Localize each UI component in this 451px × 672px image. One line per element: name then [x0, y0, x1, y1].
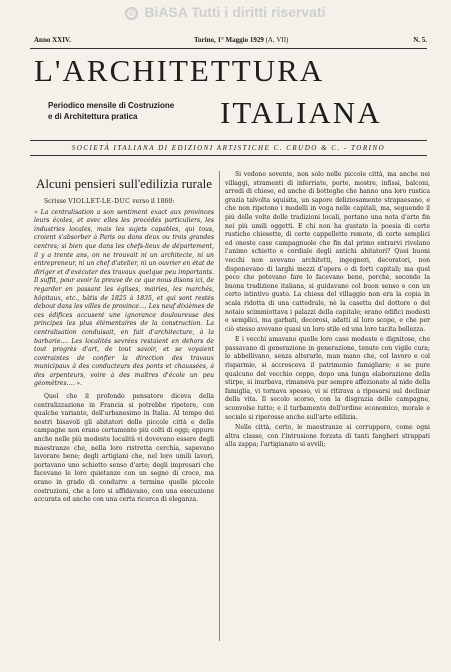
watermark	[0, 4, 451, 24]
publisher-line: SOCIETÀ ITALIANA DI EDIZIONI ARTISTICHE C. CRUDO & C. - TORINO	[30, 140, 427, 156]
article-title: Alcuni pensieri sull'edilizia rurale	[36, 176, 212, 191]
french-quote: « La centralisation a son sentiment exact aux provinces leurs écoles, et avec elles les procédés particuliers, les industries locales, mais les sujets capables, qui tous, croient s'absorber à Paris ou dans deux ou trois grandes centres; si bien que dans les chefs-lieux de département, il y a trente ans, on ne trouvait ni un architecte, ni un entrepreneur, ni un chef d'atelier, ni un ouvrier en état de diriger et d'exécuter des travaux quelque peu importants. Il suffit, pour avoir la preuve de ce que nous disons ici, de regarder en passant les églises, mairies, les marchés, hôpitaux, etc., bâtis de 1825 à 1835, et qui sont restés debout dans les villes de province.... Les neuf dixièmes de ces édifices accusent une ignorance douloureuse des principes les plus élémentaires de la construction. La centralisation conduisait, en fait d'architecture, à la barbarie.... Les localités sevrées restaient en dehors de tout progrès d'art, de tout savoir, et se voyaient contraintes de confier la direction des travaux municipaux à des conducteurs des ponts et chaussées, à des arpenteurs, voire à des maîtres d'école un peu géomètres.... ».	[34, 208, 214, 388]
intro-line: Scrisse VIOLLET-LE-DUC verso il 1860:	[44, 198, 175, 205]
left-column	[34, 176, 214, 505]
column-divider	[219, 171, 220, 641]
right-paragraph-1: Si vedono sovente, non solo nelle piccole città, ma anche nei villaggi, stramenti di inferriate, porte, mostre, infissi, balconi, arredi di chiese, ed anche di botteghe che hanno una loro rustica grazia talvolta squisita, un sapore deliziosamente strapaesano, e che non ripetono i modelli in voga nelle capitali, ma, seguendo il più delle volte delle tradizioni locali, portano una nota d'arte fin nei più umili oggetti. E chi non ha gustato la poesia di certe rustiche chiesette, di certe cappellette remote, di certe semplici ed oneste case campagnuole che fin dal primo entrarvi rivelano l'animo schietto e cordiale degli antichi abitatori? Quei buoni vecchi non avevano architetti, ingegneri, decoratori, non disponevano di larghi mezzi d'opera o di forti capitali; ma quel poco che potevano fare lo facevano bene, perchè, secondo la buona tradizione italiana, si guidavano col buon senso e con un certo istintivo gusto. La chiesa del villaggio non era la copia in scala ridotta di una cattedrale, nè la casetta del dottore o del notaio scimmiottava i palazzi della capitale; erano edifici modesti e semplici, ma garbati, decorosi, adatti al loro scopo, e che per ciò stesso avevano quasi un loro stile ed una loro tacita bellezza.	[225, 171, 430, 333]
issue-date: Torino, 1° Maggio 1929 (A. VII)	[194, 36, 289, 44]
left-body-paragraph: Quel che il profondo pensatore diceva della centralizzazione in Francia si potrebbe ripetere, con qualche variante, dell'urbanesimo in Italia. Al tempo dei nostri bisavoli gli abitatori delle piccole città e delle campagne non erano certamente più colti di oggi; eppure anche nelle più modeste località vi dovevano essere degli maestranze che, nella loro ristretta cerchia, sapevano lavorare bene; degli artigiani che, nel loro umili lavori, portavano uno schietto senso d'arte; degli impresari che facevano le loro quietanze con un segno di croce, ma erano in grado di condurre a termine quelle piccole costruzioni, che a loro si affidavano, con una esecuzione accurata ed anche con una certa ricerca di eleganza.	[34, 393, 214, 504]
issue-line	[34, 36, 427, 48]
copyright-seal-icon: ©	[125, 7, 138, 20]
issue-number: N. 5.	[413, 36, 427, 44]
watermark-text: BiASA Tutti i diritti riservati	[144, 4, 326, 20]
issue-year: Anno XXIV.	[34, 36, 71, 44]
masthead-title-line2: ITALIANA	[220, 95, 382, 130]
masthead-title-line1: L'ARCHITETTURA	[34, 53, 325, 88]
right-paragraph-3: Nelle città, certo, le maestranze si corruppero, come ogni altra classe, con l'intrusione forzata di tanti fangheri strappati alla zappa; l'artigianato si avvilì;	[225, 424, 430, 449]
author-name: VIOLLET-LE-DUC	[68, 198, 131, 205]
right-column	[225, 171, 430, 450]
issue-divider	[30, 48, 427, 49]
masthead-subtitle	[48, 100, 218, 122]
masthead-subtitle-line1: Periodico mensile di Costruzione	[48, 101, 175, 110]
masthead-subtitle-line2: e di Architettura pratica	[48, 112, 138, 121]
right-paragraph-2: E i vecchi amavano quelle loro case modeste e dignitose, che passavano di generazione in generazione, tenute con vigile cura; le abbellivano, senza alterarle, man mano che, col lavoro e col risparmio, si accresceva il patrimonio famigliare; e se pure qualcuno del vecchio ceppo, dopo una lunga elaborazione della stirpe, si inurbava, rimaneva pur sempre affezionato al nido della famiglia, vi tornava spesso, vi si ritirava a riposarsi sul declinar della vita. Il secolo scorso, con la disgrazia delle campagne, sconvolse tutto; e il turbamento dell'ordine economico, morale e sociale si riperosse anche sull'arte edilizia.	[225, 336, 430, 421]
